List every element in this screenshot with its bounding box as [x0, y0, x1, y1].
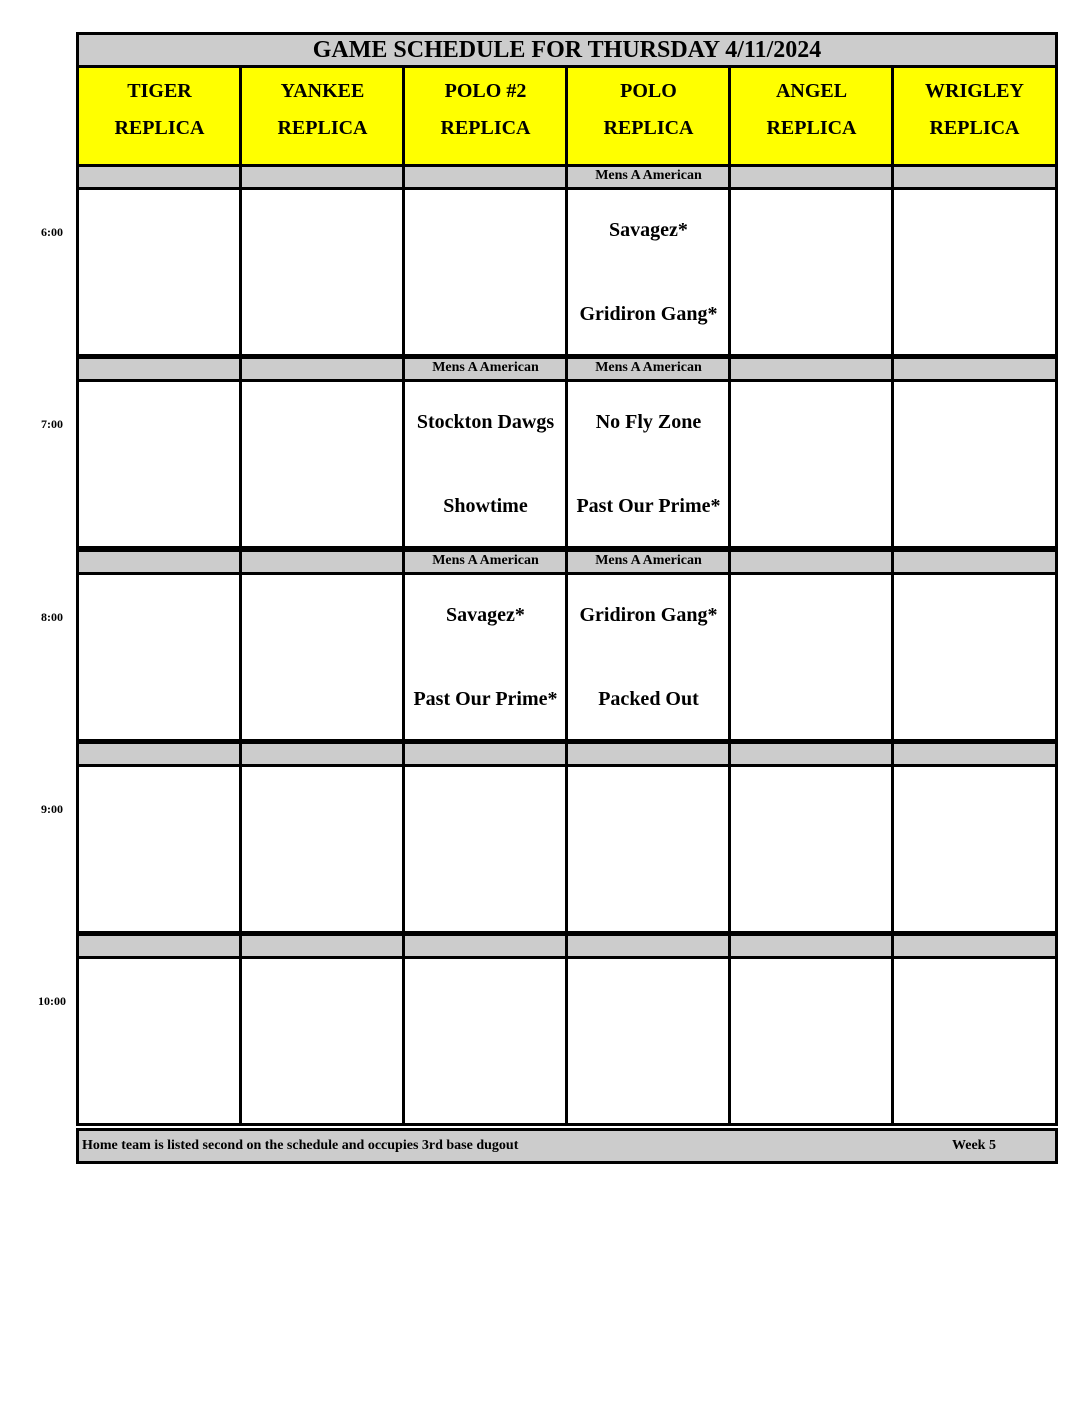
division-band: Mens A American — [565, 549, 732, 575]
visitor-team: Savagez* — [446, 604, 525, 626]
game-cell — [728, 572, 895, 742]
field-name: WRIGLEY — [925, 80, 1024, 102]
game-cell — [728, 379, 895, 549]
time-label: 6:00 — [41, 225, 63, 239]
field-header — [76, 65, 243, 167]
schedule-title: GAME SCHEDULE FOR THURSDAY 4/11/2024 — [76, 32, 1058, 68]
field-type: REPLICA — [114, 117, 205, 139]
field-name: YANKEE — [280, 80, 365, 102]
visitor-team: Savagez* — [609, 219, 688, 241]
game-cell — [728, 956, 895, 1126]
game-cell — [76, 379, 243, 549]
game-cell — [76, 956, 243, 1126]
time-label: 7:00 — [41, 417, 63, 431]
game-cell — [565, 379, 732, 549]
division-band: Mens A American — [402, 549, 569, 575]
field-header — [239, 65, 406, 167]
field-name: ANGEL — [775, 80, 848, 102]
game-cell — [728, 187, 895, 357]
field-header — [565, 65, 732, 167]
game-cell — [565, 187, 732, 357]
home-team: Packed Out — [598, 688, 699, 710]
game-cell — [76, 187, 243, 357]
week-label: Week 5 — [952, 1138, 996, 1153]
game-cell — [891, 187, 1058, 357]
game-cell — [891, 379, 1058, 549]
home-team: Past Our Prime* — [576, 495, 721, 517]
game-cell — [239, 187, 406, 357]
game-cell — [76, 572, 243, 742]
field-name: POLO #2 — [444, 80, 527, 102]
field-name: TIGER — [127, 80, 192, 102]
game-cell — [239, 572, 406, 742]
footer-note: Home team is listed second on the schedule and occupies 3rd base dugout — [82, 1138, 519, 1153]
game-cell — [565, 572, 732, 742]
game-cell — [891, 764, 1058, 934]
division-band: Mens A American — [565, 356, 732, 382]
field-type: REPLICA — [603, 117, 694, 139]
game-cell — [565, 764, 732, 934]
home-team: Gridiron Gang* — [579, 303, 718, 325]
time-label: 8:00 — [41, 610, 63, 624]
field-type: REPLICA — [766, 117, 857, 139]
field-type: REPLICA — [440, 117, 531, 139]
game-cell — [402, 379, 569, 549]
game-cell — [402, 764, 569, 934]
game-cell — [239, 764, 406, 934]
field-name: POLO — [620, 80, 677, 102]
division-band: Mens A American — [565, 164, 732, 190]
time-label: 10:00 — [38, 994, 66, 1008]
time-label: 9:00 — [41, 802, 63, 816]
visitor-team: Stockton Dawgs — [416, 411, 555, 433]
game-cell — [891, 956, 1058, 1126]
home-team: Past Our Prime* — [413, 688, 558, 710]
game-cell — [239, 956, 406, 1126]
game-cell — [402, 956, 569, 1126]
division-band: Mens A American — [402, 356, 569, 382]
home-team: Showtime — [443, 495, 528, 517]
field-header — [402, 65, 569, 167]
visitor-team: No Fly Zone — [595, 411, 702, 433]
visitor-team: Gridiron Gang* — [579, 604, 718, 626]
game-cell — [76, 764, 243, 934]
game-cell — [239, 379, 406, 549]
field-header — [728, 65, 895, 167]
game-cell — [402, 187, 569, 357]
game-cell — [565, 956, 732, 1126]
field-type: REPLICA — [929, 117, 1020, 139]
field-header — [891, 65, 1058, 167]
game-cell — [891, 572, 1058, 742]
game-cell — [728, 764, 895, 934]
field-type: REPLICA — [277, 117, 368, 139]
schedule-footer — [76, 1128, 1058, 1164]
game-cell — [402, 572, 569, 742]
